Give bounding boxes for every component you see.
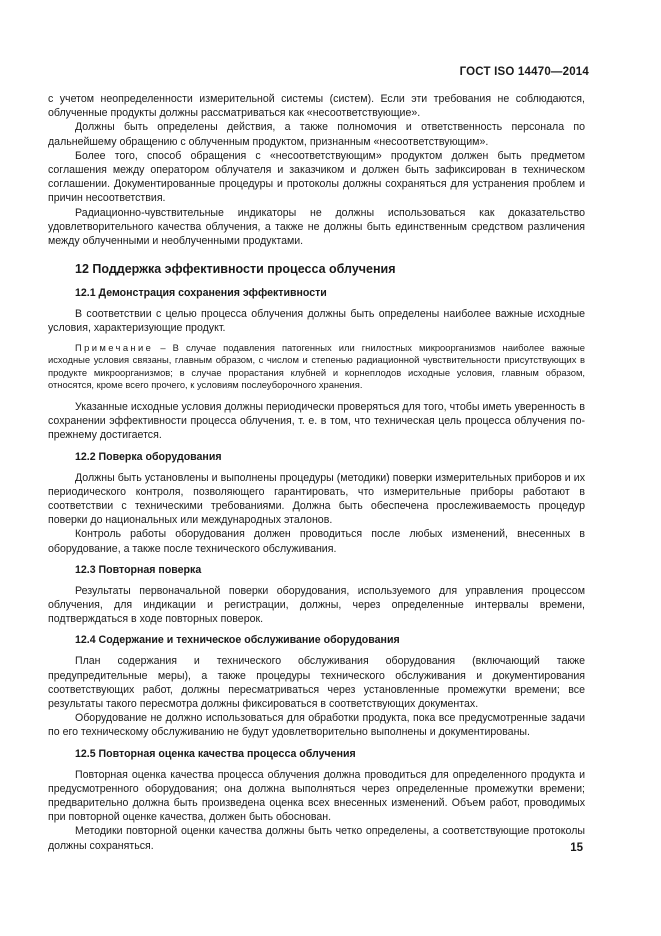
subsection-title: 12.2 Поверка оборудования [75,450,222,463]
paragraph: Методики повторной оценки качества должны быть четко определены, а соответствующие протоколы должны сохраняться. [48,825,585,852]
subsection-title: 12.4 Содержание и техническое обслуживание оборудования [75,634,400,647]
subsection-title: 12.5 Повторная оценка качества процесса облучения [75,747,356,760]
paragraph: Должны быть установлены и выполнены процедуры (методики) поверки измерительных приборов и их периодического контроля, позволяющего гарантировать, что измерительные приборы работают в соответствии с техническими требованиями. Должна быть обеспечена прослеживаемость процедур поверки до национальных или международных эталонов. [48,471,585,527]
paragraph: Контроль работы оборудования должен проводиться после любых изменений, внесенных в оборудование, а также после технического обслуживания. [48,528,585,555]
paragraph: с учетом неопределенности измерительной системы (систем). Если эти требования не соблюдаются, облученные продукты должны рассматриваться как «несоответствующие». [48,93,585,120]
subsection-title: 12.3 Повторная поверка [75,563,202,576]
note-text: – В случае подавления патогенных или гнилостных микроорганизмов наиболее важные исходные условия связаны, главным образом, с числом и степенью радиационной чувствительности присутствующих в продукте микроорганизмов; в случае прорастания клубней и корнеплодов исходные условия, главным образом, относятся, кроме всего прочего, к условиям послеуборочного хранения. [48,341,585,391]
paragraph: Должны быть определены действия, а также полномочия и ответственность персонала по дальнейшему обращению с облученным продуктом, признанным «несоответствующим». [48,121,585,148]
paragraph: В соответствии с целью процесса облучения должны быть определены наиболее важные исходные условия, характеризующие продукт. [48,308,585,335]
paragraph: Более того, способ обращения с «несоответствующим» продуктом должен быть предметом соглашения между оператором облучателя и заказчиком и должен быть зафиксирован в техническом соглашении. Документированные процедуры и протоколы должны сохраняться для устранения проблем и причин несоответствия. [48,149,585,205]
paragraph: Повторная оценка качества процесса облучения должна проводиться для определенного продукта и предусмотренного оборудования; она должна выполняться через определенные промежутки времени; предварительно должна быть произведена оценка всех внесенных изменений. Объем работ, проводимых при повторной оценке качества, должен быть обоснован. [48,768,585,824]
subsection-title: 12.1 Демонстрация сохранения эффективности [75,287,327,300]
paragraph: Результаты первоначальной поверки оборудования, используемого для управления процессом облучения, для индикации и регистрации, должны, через определенные интервалы времени, подтверждаться в ходе повторных поверок. [48,584,585,626]
paragraph: Оборудование не должно использоваться для обработки продукта, пока все предусмотренные задачи по его техническому обслуживанию не будут удовлетворительно выполнены и документированы. [48,712,585,739]
paragraph: Радиационно-чувствительные индикаторы не должны использоваться как доказательство удовлетворительного качества облучения, а также не должны быть единственным средством различения между облученными и необлученными продуктами. [48,206,585,248]
page-number: 15 [570,842,583,854]
page-body [48,92,585,853]
section-title: 12 Поддержка эффективности процесса облучения [75,262,396,277]
note-label: Примечание [75,341,154,353]
document-code: ГОСТ ISO 14470—2014 [459,66,589,78]
note [48,342,585,392]
paragraph: Указанные исходные условия должны периодически проверяться для того, чтобы иметь уверенность в сохранении эффективности процесса облучения, т. е. в том, что техническая цель процесса облучения по-прежнему достигается. [48,401,585,442]
paragraph: План содержания и технического обслуживания оборудования (включающий также предупредительные меры), а также процедуры технического обслуживания и документирования соответствующих работ, должны пересматриваться через установленные промежутки времени; все результаты такого пересмотра должны фиксироваться в соответствующих документах. [48,655,585,711]
